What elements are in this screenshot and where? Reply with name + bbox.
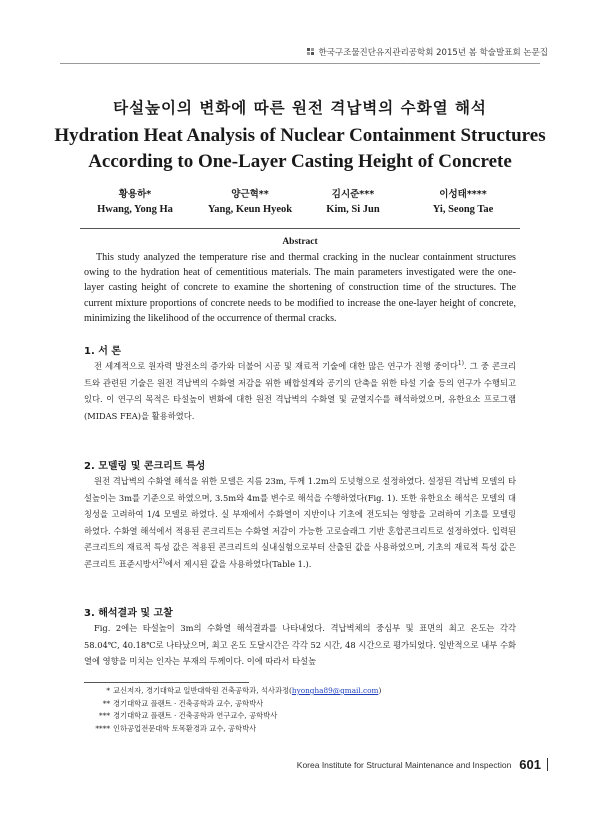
author-name-ko: 이성태**** [439,189,487,200]
body-text: 에서 제시된 값을 사용하였다(Table 1.). [164,558,312,569]
section-heading-results: 3. 해석결과 및 고찰 [84,608,173,619]
author [298,187,408,217]
stacked-squares-icon [307,48,315,56]
author-name-ko: 김시준*** [331,189,375,200]
email-link[interactable]: hyongha89@gmail.com [291,686,379,695]
section-heading-modeling: 2. 모델링 및 콘크리트 특성 [84,461,206,472]
author [195,187,305,217]
footnote [84,723,524,736]
body-text: 전 세계적으로 원자력 발전소의 증가와 더불어 시공 및 재료적 기술에 대한 많은 연구가 진행 중이다 [94,361,458,371]
body-text: 원전 격납벽의 수화열 해석을 위한 모델은 지름 23m, 두께 1.2m의 도넛형으로 설정하였다. 설정된 격납벽 모델의 타설높이는 3m를 기준으로 하였으며, 3.5m와 4m를 변수로 해석을 수행하였다(Fig. 1). 또한 유한요소 해석은 모델의 대칭성을 고려하여 1/4 모델로 하였다. 실 부재에서 수화열이 지반이나 기초에 전도되는 영향을 고려하여 기초를 모델링 하였다. 수화열 해석에서 적용된 콘크리트는 수화열 저감이 가능한 고로슬래그 기반 혼합콘크리트로 설정하였다. 입력된 콘크리트의 재료적 특성 값은 적용된 콘크리트의 실내실험으로부터 산출된 값을 사용하였으며, 기초의 재료적 특성 값은 콘크리트 표준시방서 [84,476,516,569]
abstract-text: This study analyzed the temperature rise and thermal cracking in the nuclear containment structures owing to the hydration heat of cementitious materials. The main parameters investigated were the one-layer casting height of concrete to examine the shortening of construction time of the structures. The current mixture proportions of concrete needs to be modified to increase the one-layer height of concrete, minimizing the likelihood of the occurrence of thermal cracks. [84,252,516,324]
author [408,187,518,217]
title-english-line1: Hydration Heat Analysis of Nuclear Containment Structures [54,125,546,146]
footnote-rule [84,682,249,683]
footnote [84,698,524,711]
author-name-en: Yi, Seong Tae [432,204,494,215]
page-number: 601 [519,757,541,772]
footnote-marker: ** [102,698,110,708]
section-body-results [84,620,516,670]
footer-organization: Korea Institute for Structural Maintenance and Inspection [296,759,512,770]
author-name-ko: 양근혁** [231,189,269,200]
title-english [0,123,600,175]
author-name-en: Hwang, Yong Ha [97,204,173,215]
citation-ref: 1) [457,360,465,368]
author [80,187,190,217]
footnote-marker: *** [99,711,110,720]
section-body-intro [84,358,516,424]
section-body-modeling [84,473,516,573]
author-name-ko: 황용하* [118,189,152,200]
abstract-heading: Abstract [282,237,318,247]
title-english-line2: According to One-Layer Casting Height of Concrete [88,151,512,172]
footnotes [84,685,524,735]
footnote-marker: **** [95,723,110,733]
footnote-tail: ) [378,686,382,695]
footnote-text: 인하공업전문대학 토목환경과 교수, 공학박사 [113,723,257,733]
running-title: 한국구조물진단유지관리공학회 2015년 봄 학술발표회 논문집 [318,48,548,58]
footer-divider [547,758,548,771]
body-text: . 그 중 콘크리트와 관련된 기술은 원전 격납벽의 수화열 저감을 위한 배합설계와 공기의 단축을 위한 타설 기술 등의 연구가 수행되고 있다. 이 연구의 목적은 타설높이 변화에 대한 원전 격납벽의 수화열 및 균열지수를 해석하였으며, 유한요소 프로그램(MIDAS FEA)을 활용하였다. [84,361,516,421]
footnote-text: 교신저자, 경기대학교 일반대학원 건축공학과, 석사과정( [113,686,292,695]
footnote [84,710,524,723]
footnote [84,685,524,698]
author-name-en: Yang, Keun Hyeok [207,204,293,215]
section-heading-intro: 1. 서 론 [84,346,122,357]
author-name-en: Kim, Si Jun [326,204,380,215]
footnote-marker: * [106,686,110,695]
author-list [60,187,540,223]
footnote-text: 경기대학교 플랜트 · 건축공학과 교수, 공학박사 [113,698,264,708]
header-rule [60,63,540,64]
running-head [307,46,548,58]
footnote-text: 경기대학교 플랜트 · 건축공학과 연구교수, 공학박사 [113,711,278,720]
body-text: Fig. 2에는 타설높이 3m의 수화열 해석결과를 나타내었다. 격납벽체의 중심부 및 표면의 최고 온도는 각각 58.04℃, 40.18℃로 나타났으며, 최고 온도 도달시간은 각각 52 시간, 48 시간으로 평가되었다. 일반적으로 내부 수화열에 영향을 미치는 인자는 부재의 두께이다. 이에 따라서 타설높 [84,623,516,667]
page-footer [297,757,548,772]
citation-ref: 2) [158,558,165,566]
abstract-rule [80,228,520,229]
title-korean: 타설높이의 변화에 따른 원전 격납벽의 수화열 해석 [113,99,487,117]
